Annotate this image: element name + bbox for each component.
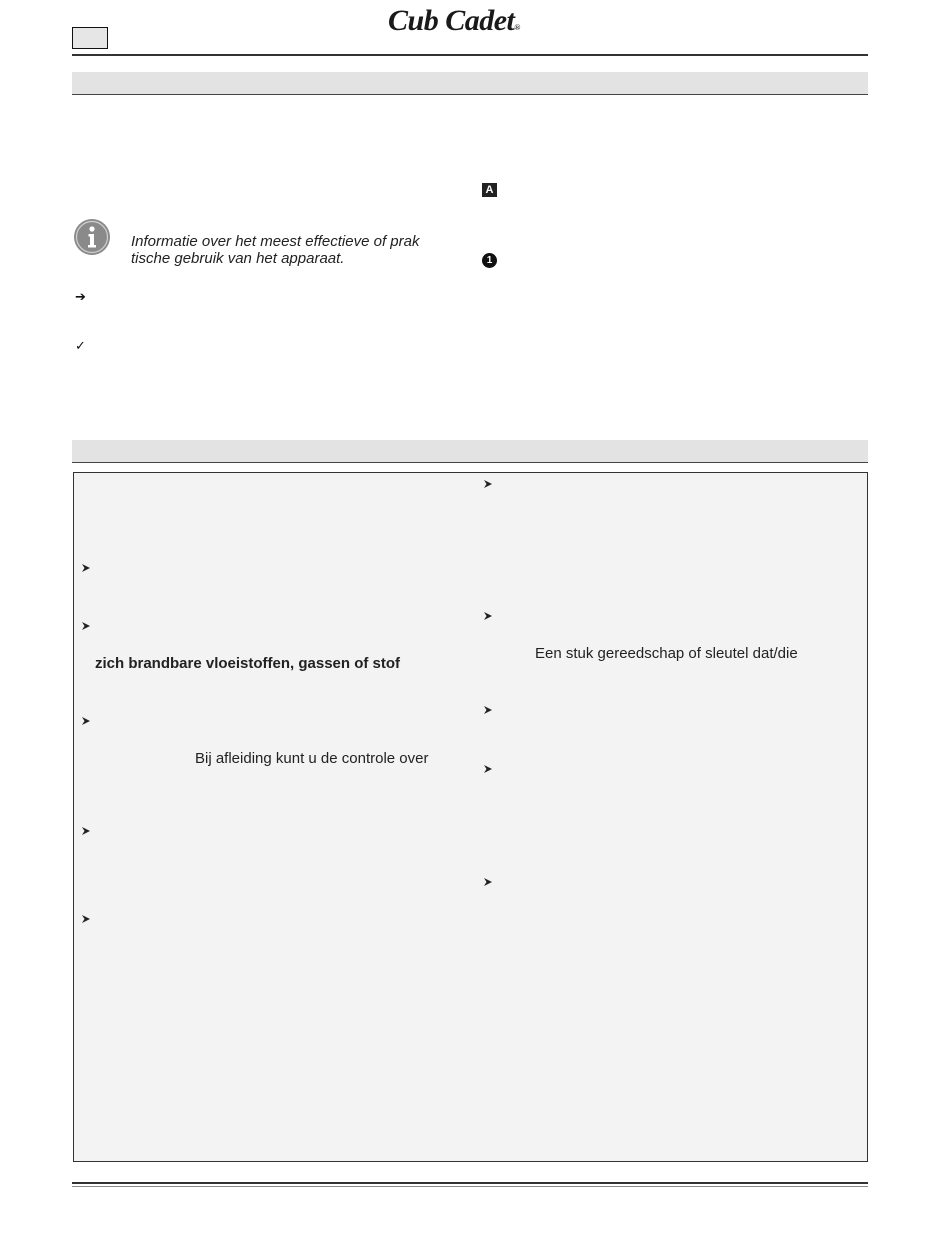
brand-logo: Cub Cadet® bbox=[388, 4, 520, 37]
arrow-icon: ➔ bbox=[75, 289, 86, 304]
section-heading-band-1 bbox=[72, 72, 868, 95]
chevron-bullet-icon bbox=[483, 877, 493, 887]
safety-text-flammable: zich brandbare vloeistoffen, gassen of stof bbox=[95, 655, 401, 672]
check-icon: ✓ bbox=[75, 338, 86, 353]
chevron-bullet-icon bbox=[483, 611, 493, 621]
info-note: Informatie over het meest effectieve of prak tische gebruik van het apparaat. bbox=[131, 233, 420, 267]
page-number-box bbox=[72, 27, 108, 49]
chevron-bullet-icon bbox=[483, 764, 493, 774]
footer-rule-thin bbox=[72, 1186, 868, 1187]
chevron-bullet-icon bbox=[81, 914, 91, 924]
section-heading-band-2 bbox=[72, 440, 868, 463]
legend-number-badge: 1 bbox=[482, 253, 497, 268]
chevron-bullet-icon bbox=[81, 621, 91, 631]
legend-letter-badge: A bbox=[482, 183, 497, 197]
safety-text-distraction: Bij afleiding kunt u de controle over bbox=[195, 750, 429, 767]
info-icon bbox=[73, 218, 111, 256]
chevron-bullet-icon bbox=[81, 563, 91, 573]
chevron-bullet-icon bbox=[81, 826, 91, 836]
footer-rule bbox=[72, 1182, 868, 1184]
chevron-bullet-icon bbox=[483, 705, 493, 715]
safety-text-tool: Een stuk gereedschap of sleutel dat/die bbox=[535, 645, 798, 662]
safety-instructions-box bbox=[73, 472, 868, 1162]
chevron-bullet-icon bbox=[81, 716, 91, 726]
header-rule bbox=[72, 54, 868, 56]
chevron-bullet-icon bbox=[483, 479, 493, 489]
